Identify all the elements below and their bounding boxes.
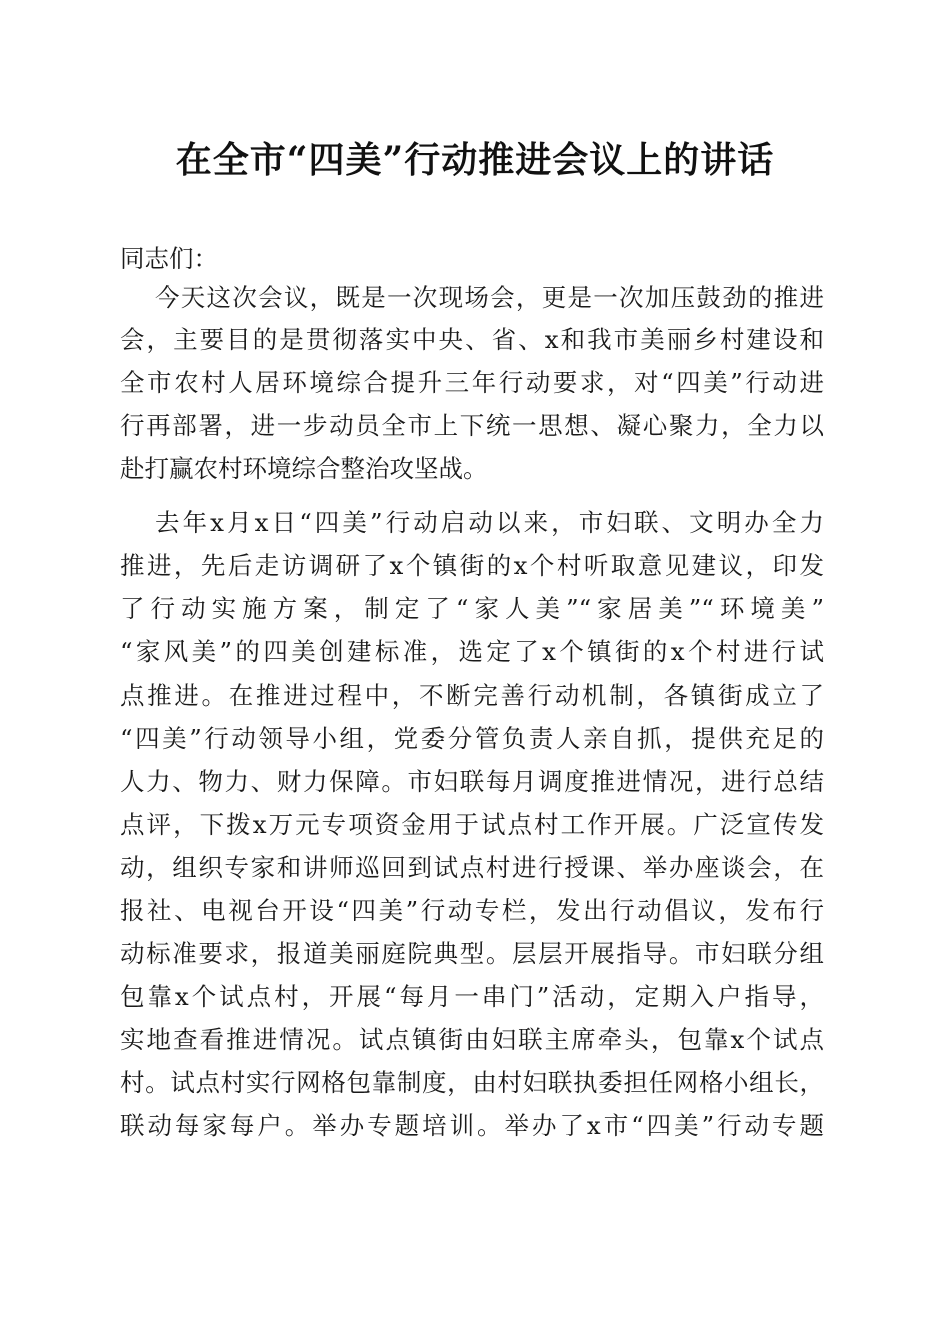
document-title: 在全市“四美”行动推进会议上的讲话	[175, 139, 775, 181]
paragraph-line: 去年x月x日“四美”行动启动以来，市妇联、文明办全力	[155, 508, 824, 537]
paragraph-line: 赴打赢农村环境综合整治攻坚战。	[120, 454, 488, 483]
paragraph-line: 今天这次会议，既是一次现场会，更是一次加压鼓劲的推进	[155, 283, 824, 312]
paragraph-line: 了行动实施方案，制定了“家人美”“家居美”“环境美”	[120, 594, 824, 623]
paragraph-line: 人力、物力、财力保障。市妇联每月调度推进情况，进行总结	[120, 767, 824, 796]
paragraph-line: 会，主要目的是贯彻落实中央、省、x和我市美丽乡村建设和	[120, 325, 824, 354]
paragraph-line: 报社、电视台开设“四美”行动专栏，发出行动倡议，发布行	[120, 896, 824, 925]
paragraph-line: “四美”行动领导小组，党委分管负责人亲自抓，提供充足的	[120, 724, 824, 753]
paragraph-line: 点评，下拨x万元专项资金用于试点村工作开展。广泛宣传发	[120, 810, 824, 839]
paragraph-line: 推进，先后走访调研了x个镇街的x个村听取意见建议，印发	[120, 551, 824, 580]
paragraph-line: 动，组织专家和讲师巡回到试点村进行授课、举办座谈会，在	[120, 853, 824, 882]
paragraph-line: 包靠x个试点村，开展“每月一串门”活动，定期入户指导，	[120, 982, 824, 1011]
paragraph-line: 全市农村人居环境综合提升三年行动要求，对“四美”行动进	[120, 368, 824, 397]
paragraph-line: 动标准要求，报道美丽庭院典型。层层开展指导。市妇联分组	[120, 939, 824, 968]
paragraph-line: 联动每家每户。举办专题培训。举办了x市“四美”行动专题	[120, 1111, 824, 1140]
paragraph-line: 实地查看推进情况。试点镇街由妇联主席牵头，包靠x个试点	[120, 1025, 824, 1054]
paragraph-line: 点推进。在推进过程中，不断完善行动机制，各镇街成立了	[120, 681, 824, 710]
paragraph-line: 行再部署，进一步动员全市上下统一思想、凝心聚力，全力以	[120, 411, 824, 440]
salutation: 同志们：	[120, 244, 218, 273]
paragraph-line: “家风美”的四美创建标准，选定了x个镇街的x个村进行试	[120, 637, 824, 666]
paragraph-line: 村。试点村实行网格包靠制度，由村妇联执委担任网格小组长，	[120, 1068, 824, 1097]
